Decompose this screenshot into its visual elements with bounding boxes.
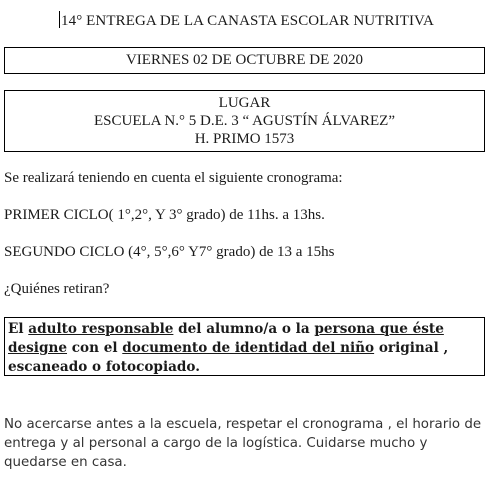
pickup-instructions-box bbox=[4, 317, 485, 376]
who-text-3: con el bbox=[67, 340, 123, 356]
date-text: VIERNES 02 DE OCTUBRE DE 2020 bbox=[125, 52, 364, 68]
who-text-4: original , escaneado o fotocopiado. bbox=[8, 340, 449, 375]
document-title bbox=[0, 11, 493, 30]
who-text-1: El bbox=[8, 321, 29, 337]
text-cursor bbox=[59, 11, 60, 28]
note-paragraph: No acercarse antes a la escuela, respetar el cronograma , el horario de entrega y al personal a cargo de la logística. Cuidarse mucho y quedarse en casa. bbox=[4, 417, 482, 470]
who-underline-2: persona que éste designe bbox=[8, 321, 444, 356]
place-school: ESCUELA N.° 5 D.E. 3 “ AGUSTÍN ÁLVAREZ” bbox=[94, 113, 395, 129]
question-text: ¿Quiénes retiran? bbox=[4, 281, 110, 297]
second-cycle-text: SEGUNDO CICLO (4°, 5°,6° Y7° grado) de 13 a 15hs bbox=[4, 244, 335, 260]
place-address: H. PRIMO 1573 bbox=[194, 131, 295, 147]
date-box bbox=[4, 47, 485, 74]
place-heading: LUGAR bbox=[218, 95, 271, 111]
first-cycle-text: PRIMER CICLO( 1°,2°, Y 3° grado) de 11hs. a 13hs. bbox=[4, 207, 325, 223]
title-text: 14° ENTREGA DE LA CANASTA ESCOLAR NUTRITIVA bbox=[61, 13, 434, 29]
place-box bbox=[4, 90, 485, 152]
who-text-2: del alumno/a o la bbox=[173, 321, 315, 337]
who-underline-1: adulto responsable bbox=[28, 321, 174, 337]
intro-text: Se realizará teniendo en cuenta el siguiente cronograma: bbox=[4, 170, 343, 186]
who-underline-3: documento de identidad del niño bbox=[122, 340, 375, 356]
